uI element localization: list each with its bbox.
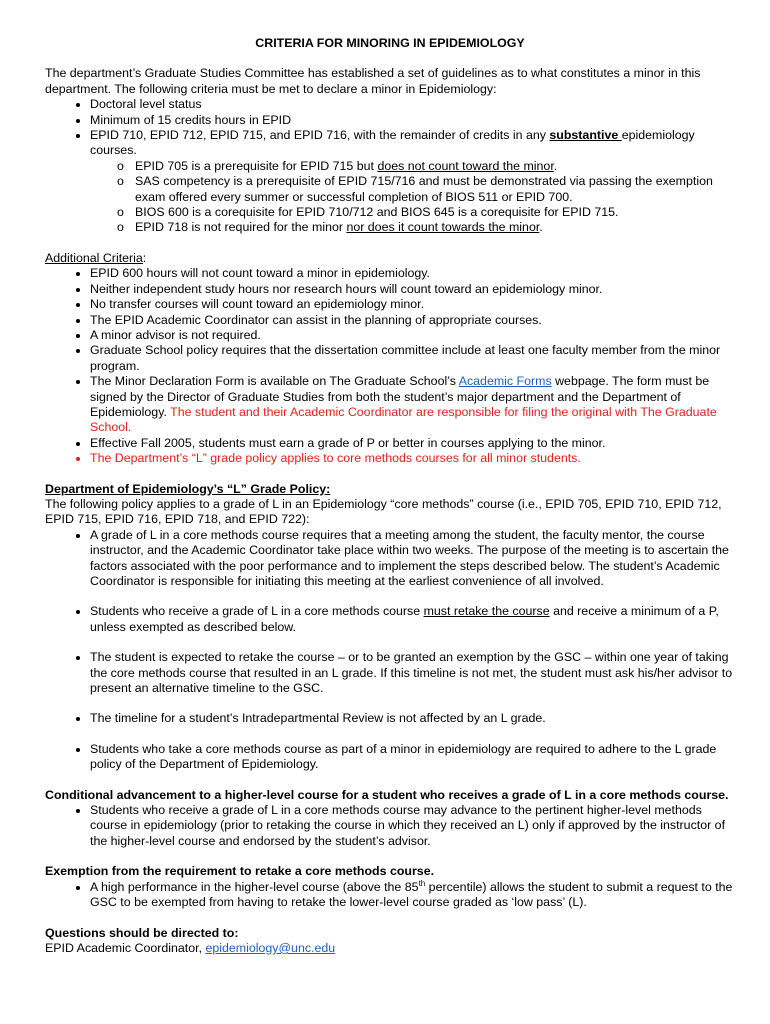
filing-responsibility-note: The student and their Academic Coordinator are responsible for filing the original with The Graduate School. (90, 404, 717, 435)
additional-criteria-list (45, 266, 735, 466)
document-page (45, 36, 735, 956)
sub-list-item: o SAS competency is a prerequisite of EPID 715/716 and must be demonstrated via passing the exemption exam offered every summer or successful completion of BIOS 511 or EPID 700. (135, 174, 735, 205)
exemption-heading: Exemption from the requirement to retake a core methods course. (45, 864, 435, 879)
l-grade-policy-list (45, 528, 735, 773)
list-item: • The student is expected to retake the course – or to be granted an exemption by the GSC – within one year of taking the core methods course that resulted in an L grade. If this timeline is not met, the student must ask his/her advisor to present an alternative timeline to the GSC. (90, 650, 735, 696)
intro-paragraph: The department’s Graduate Studies Committee has established a set of guidelines as to what constitutes a minor in this department. The following criteria must be met to declare a minor in Epidemiology: (45, 66, 701, 96)
sub-list-item: o EPID 705 is a prerequisite for EPID 715 but does not count toward the minor. (135, 159, 735, 174)
list-item: • The Department’s “L” grade policy applies to core methods courses for all minor students. (90, 451, 735, 466)
l-grade-policy-heading: Department of Epidemiology’s “L” Grade Policy: (45, 481, 331, 496)
list-item: • A minor advisor is not required. (90, 328, 735, 343)
page-title: CRITERIA FOR MINORING IN EPIDEMIOLOGY (255, 36, 525, 50)
conditional-advancement-heading: Conditional advancement to a higher-level course for a student who receives a grade of L in a core methods course. (45, 787, 729, 802)
criteria-list (45, 97, 735, 236)
substantive-emphasis: substantive (549, 128, 622, 143)
list-item: • Doctoral level status (90, 97, 735, 112)
sub-criteria-list (90, 159, 735, 236)
list-item: • The Minor Declaration Form is available on The Graduate School’s Academic Forms webpage. The form must be signed by the Director of Graduate Studies from both the student’s major department and the Department of Epidemiology. The student and their Academic Coordinator are responsible for filing the original with The Graduate School. (90, 374, 735, 436)
list-item: • The EPID Academic Coordinator can assist in the planning of appropriate courses. (90, 313, 735, 328)
list-item: • No transfer courses will count toward an epidemiology minor. (90, 297, 735, 312)
exemption-list (45, 880, 735, 911)
academic-forms-link[interactable]: Academic Forms (458, 374, 552, 389)
list-item: • Students who take a core methods course as part of a minor in epidemiology are required to adhere to the L grade policy of the Department of Epidemiology. (90, 742, 735, 773)
list-item: • Students who receive a grade of L in a core methods course may advance to the pertinent higher-level methods course in epidemiology (prior to retaking the course in which they received an L) only if approved by the instructor of the higher-level course and endorsed by the student’s advisor. (90, 803, 735, 849)
list-item: • Graduate School policy requires that the dissertation committee include at least one faculty member from the minor program. (90, 343, 735, 374)
contact-line: EPID Academic Coordinator, epidemiology@unc.edu (45, 940, 336, 955)
list-item: • Effective Fall 2005, students must earn a grade of P or better in courses applying to the minor. (90, 436, 735, 451)
questions-heading: Questions should be directed to: (45, 925, 239, 940)
list-item: • EPID 600 hours will not count toward a minor in epidemiology. (90, 266, 735, 281)
list-item: • The timeline for a student’s Intradepartmental Review is not affected by an L grade. (90, 711, 735, 726)
sub-list-item: o EPID 718 is not required for the minor nor does it count towards the minor. (135, 220, 735, 235)
list-item: • EPID 710, EPID 712, EPID 715, and EPID 716, with the remainder of credits in any substantive epidemiology courses. o EPID 705 is a prerequisite for EPID 715 but does not count toward the minor. o SAS competency is a prerequisite of EPID 715/716 and must be demonstrated via passing the exemption exam offered every summer or successful completion of BIOS 511 or EPID 700. o BIOS 600 is a corequisite for EPID 710/712 and BIOS 645 is a corequisite for EPID 715. o EPID 718 is not required for the minor nor does it count towards the minor. (90, 128, 735, 236)
list-item: • A high performance in the higher-level course (above the 85th percentile) allows the student to submit a request to the GSC to be exempted from having to retake the lower-level course graded as ‘low pass’ (L). (90, 880, 735, 911)
list-item: • Minimum of 15 credits hours in EPID (90, 113, 735, 128)
list-item: • A grade of L in a core methods course requires that a meeting among the student, the faculty mentor, the course instructor, and the Academic Coordinator take place within two weeks. The purpose of the meeting is to ascertain the factors associated with the poor performance and to implement the steps described below. The student’s Academic Coordinator is responsible for initiating this meeting at the earliest convenience of all involved. (90, 528, 735, 590)
sub-list-item: o BIOS 600 is a corequisite for EPID 710/712 and BIOS 645 is a corequisite for EPID 715. (135, 205, 735, 220)
list-item: • Neither independent study hours nor research hours will count toward an epidemiology minor. (90, 282, 735, 297)
list-item: • Students who receive a grade of L in a core methods course must retake the course and receive a minimum of a P, unless exempted as described below. (90, 604, 735, 635)
conditional-advancement-list (45, 803, 735, 849)
additional-criteria-heading: Additional Criteria: (45, 250, 147, 265)
l-grade-policy-intro: The following policy applies to a grade of L in an Epidemiology “core methods” course (i.e., EPID 705, EPID 710, EPID 712, EPID 715, EPID 716, EPID 718, and EPID 722): (45, 496, 722, 527)
email-link[interactable]: epidemiology@unc.edu (205, 940, 336, 955)
